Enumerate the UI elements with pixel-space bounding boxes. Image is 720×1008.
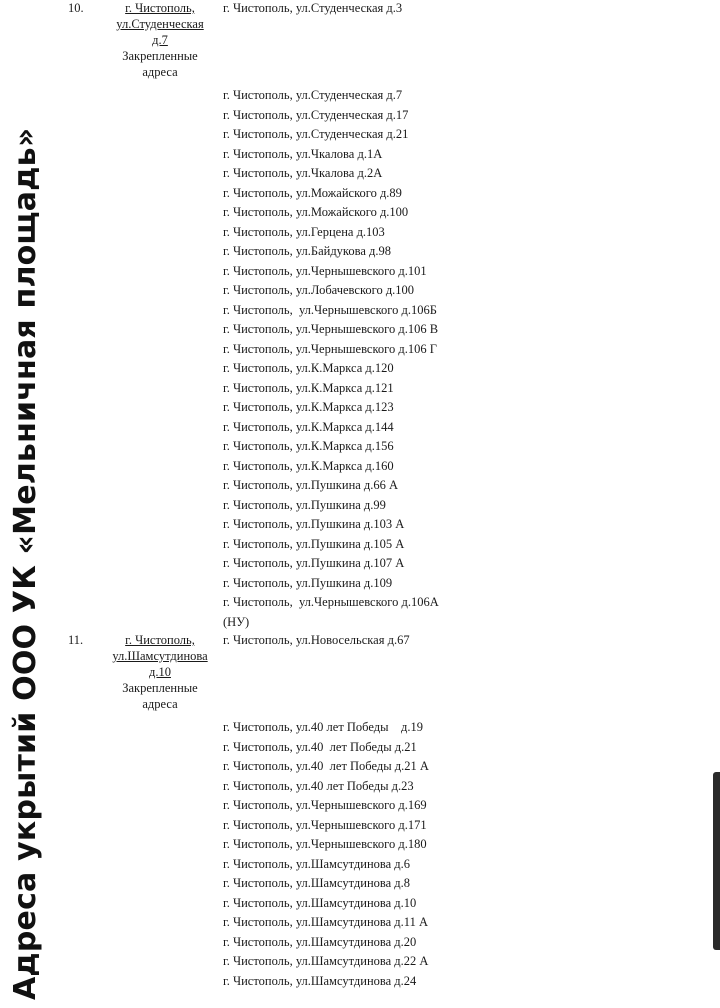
first-address: г. Чистополь, ул.Студенческая д.3 — [223, 1, 403, 15]
address-item: г. Чистополь, ул.Чернышевского д.106А — [223, 595, 439, 609]
row-number: 11. — [68, 633, 84, 647]
shelter-address-line: г. Чистополь, — [125, 1, 195, 15]
address-item: г. Чистополь, ул.Шамсутдинова д.11 А — [223, 915, 428, 929]
address-item: г. Чистополь, ул.40 лет Победы д.21 А — [223, 759, 429, 773]
assigned-address-list — [223, 86, 439, 632]
address-item: г. Чистополь, ул.Чернышевского д.171 — [223, 817, 427, 832]
address-item: г. Чистополь, ул.К.Маркса д.156 — [223, 439, 394, 453]
address-item: г. Чистополь, ул.Шамсутдинова д.24 — [223, 973, 417, 988]
address-item: г. Чистополь, ул.Шамсутдинова д.10 — [223, 895, 417, 910]
address-item: г. Чистополь, ул.40 лет Победы д.23 — [223, 778, 414, 793]
address-item: г. Чистополь, ул.Чернышевского д.106 Г — [223, 341, 437, 356]
address-item: г. Чистополь, ул.Чкалова д.2А — [223, 166, 383, 180]
address-item: г. Чистополь, ул.Чернышевского д.106 В — [223, 322, 439, 336]
assigned-addresses-label: адреса — [142, 697, 178, 711]
scrollbar-thumb[interactable] — [713, 772, 720, 950]
address-item: г. Чистополь, ул.К.Маркса д.160 — [223, 458, 394, 473]
address-item: г. Чистополь, ул.Студенческая д.7 — [223, 88, 403, 102]
address-item: г. Чистополь, ул.Чкалова д.1А — [223, 146, 383, 161]
address-item: г. Чистополь, ул.Пушкина д.66 А — [223, 478, 399, 492]
address-item: г. Чистополь, ул.40 лет Победы д.21 — [223, 739, 417, 754]
address-item: г. Чистополь, ул.Пушкина д.103 А — [223, 517, 405, 531]
address-item: г. Чистополь, ул.Пушкина д.105 А — [223, 536, 405, 551]
address-item: г. Чистополь, ул.Пушкина д.107 А — [223, 556, 405, 570]
address-item: г. Чистополь, ул.Чернышевского д.180 — [223, 837, 427, 851]
document-side-title: Адреса укрытий ООО УК «Мельничная площадь» — [8, 127, 43, 1000]
address-item: г. Чистополь, ул.Чернышевского д.106Б — [223, 302, 437, 317]
address-item: г. Чистополь, ул.К.Маркса д.120 — [223, 361, 394, 375]
shelter-address-line: ул.Шамсутдинова — [112, 649, 208, 663]
address-item: г. Чистополь, ул.Студенческая д.21 — [223, 127, 409, 141]
address-item: г. Чистополь, ул.К.Маркса д.123 — [223, 400, 394, 414]
address-item: г. Чистополь, ул.Шамсутдинова д.20 — [223, 934, 417, 949]
address-item: г. Чистополь, ул.К.Маркса д.144 — [223, 419, 394, 434]
address-item: г. Чистополь, ул.Герцена д.103 — [223, 224, 385, 239]
address-item: (НУ) — [223, 614, 250, 629]
address-item: г. Чистополь, ул.Пушкина д.109 — [223, 575, 393, 590]
assigned-addresses-label: адреса — [142, 65, 178, 79]
address-item: г. Чистополь, ул.К.Маркса д.121 — [223, 380, 394, 395]
shelter-address-cell — [94, 632, 226, 712]
address-item: г. Чистополь, ул.Можайского д.100 — [223, 205, 409, 219]
assigned-addresses-label: Закрепленные — [122, 681, 198, 695]
address-item: г. Чистополь, ул.Лобачевского д.100 — [223, 283, 415, 297]
row-number: 10. — [68, 1, 84, 15]
address-item: г. Чистополь, ул.Пушкина д.99 — [223, 497, 386, 512]
address-item: г. Чистополь, ул.Шамсутдинова д.8 — [223, 876, 411, 890]
address-item: г. Чистополь, ул.Студенческая д.17 — [223, 107, 409, 122]
address-item: г. Чистополь, ул.Байдукова д.98 — [223, 244, 392, 258]
address-item: г. Чистополь, ул.Шамсутдинова д.6 — [223, 856, 411, 871]
shelter-address-line: д.10 — [149, 665, 171, 679]
assigned-address-list — [223, 718, 429, 991]
address-item: г. Чистополь, ул.Шамсутдинова д.22 А — [223, 954, 429, 968]
shelter-address-line: д.7 — [152, 33, 168, 47]
address-item: г. Чистополь, ул.Можайского д.89 — [223, 185, 402, 200]
shelter-address-line: ул.Студенческая — [116, 17, 204, 31]
assigned-addresses-label: Закрепленные — [122, 49, 198, 63]
address-item: г. Чистополь, ул.Чернышевского д.101 — [223, 263, 427, 278]
address-item: г. Чистополь, ул.Чернышевского д.169 — [223, 798, 427, 812]
shelter-address-line: г. Чистополь, — [125, 633, 195, 647]
first-address: г. Чистополь, ул.Новосельская д.67 — [223, 633, 410, 647]
shelter-address-cell — [94, 0, 226, 80]
address-item: г. Чистополь, ул.40 лет Победы д.19 — [223, 720, 423, 734]
